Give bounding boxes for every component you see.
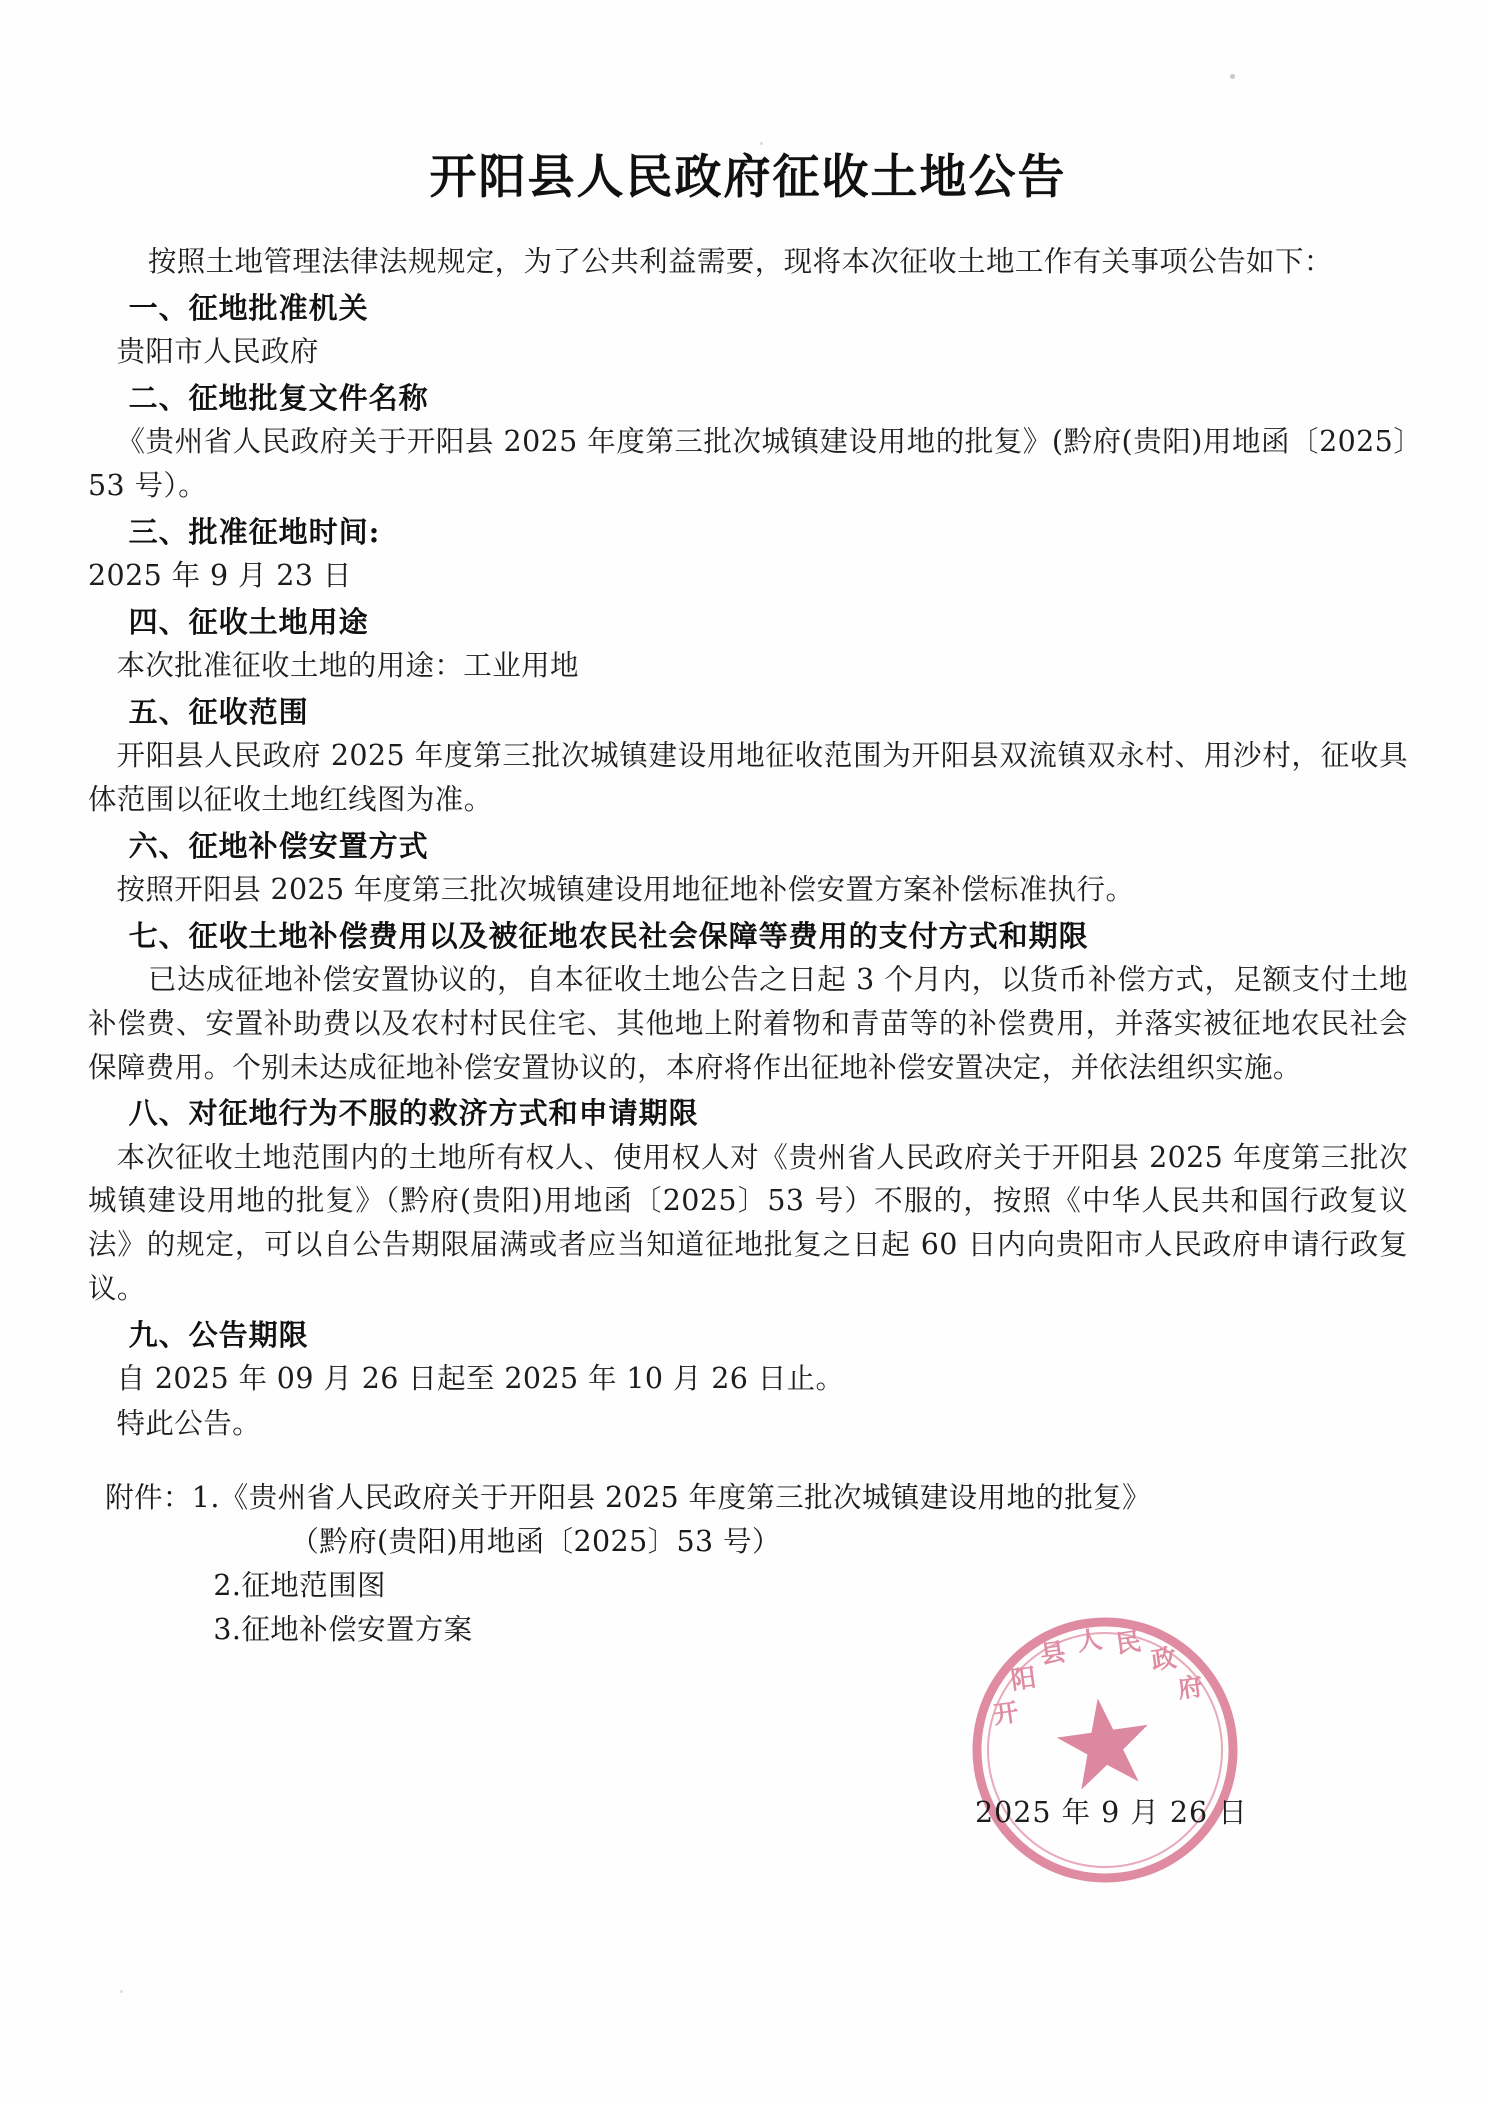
svg-text:开: 开: [991, 1697, 1021, 1730]
section-heading-5: 五、征收范围: [128, 694, 309, 729]
section-heading-1: 一、征地批准机关: [128, 291, 369, 326]
section-paragraph-4: 本次批准征收土地的用途：工业用地: [116, 649, 579, 683]
section-paragraph-9b: 特此公告。: [116, 1406, 262, 1440]
section-paragraph-8: 本次征收土地范围内的土地所有权人、使用权人对《贵州省人民政府关于开阳县 2025 年度第三批次城镇建设用地的批复》（黔府(贵阳)用地函〔2025〕53 号）不服的，按照《中华人民共和国行政复议法》的规定，可以自公告期限届满或者应当知道征地批复之日起 60 日内向贵阳市人民政府申请行政复议。: [88, 1140, 1408, 1306]
scan-speck: [120, 1990, 123, 1993]
attachment-item-3: 3.征地补偿安置方案: [213, 1613, 473, 1647]
document-body: [88, 150, 1408, 1653]
svg-text:民: 民: [1114, 1626, 1143, 1659]
section-paragraph-2: 《贵州省人民政府关于开阳县 2025 年度第三批次城镇建设用地的批复》(黔府(贵阳)用地函〔2025〕53 号）。: [88, 425, 1408, 503]
intro-paragraph: 按照土地管理法律法规规定，为了公共利益需要，现将本次征收土地工作有关事项公告如下：: [147, 245, 1333, 279]
svg-text:政: 政: [1149, 1642, 1179, 1676]
svg-text:阳: 阳: [1009, 1662, 1038, 1695]
section-heading-6: 六、征地补偿安置方式: [128, 828, 429, 863]
attachment-item-1-cont: （黔府(贵阳)用地函〔2025〕53 号）: [290, 1525, 781, 1559]
svg-text:府: 府: [1175, 1671, 1205, 1704]
section-paragraph-1: 贵阳市人民政府: [116, 335, 319, 369]
section-paragraph-6: 按照开阳县 2025 年度第三批次城镇建设用地征地补偿安置方案补偿标准执行。: [116, 872, 1135, 906]
section-heading-2: 二、征地批复文件名称: [128, 381, 429, 416]
section-heading-9: 九、公告期限: [128, 1318, 309, 1353]
scan-speck: [1230, 74, 1235, 79]
section-paragraph-7: 已达成征地补偿安置协议的，自本征收土地公告之日起 3 个月内，以货币补偿方式，足额支付土地补偿费、安置补助费以及农村村民住宅、其他地上附着物和青苗等的补偿费用，并落实被征地农民社会保障费用。个别未达成征地补偿安置协议的，本府将作出征地补偿安置决定，并依法组织实施。: [88, 962, 1408, 1084]
section-paragraph-9a: 自 2025 年 09 月 26 日起至 2025 年 10 月 26 日止。: [116, 1362, 845, 1396]
section-heading-8: 八、对征地行为不服的救济方式和申请期限: [128, 1096, 699, 1131]
section-heading-3: 三、批准征地时间:: [128, 515, 381, 550]
svg-text:县: 县: [1038, 1637, 1068, 1670]
svg-text:人: 人: [1075, 1624, 1105, 1657]
section-heading-7: 七、征收土地补偿费用以及被征地农民社会保障等费用的支付方式和期限: [128, 918, 1089, 953]
section-paragraph-3: 2025 年 9 月 23 日: [88, 559, 352, 593]
signature-date: 2025 年 9 月 26 日: [975, 1796, 1248, 1829]
attachment-item-2: 2.征地范围图: [213, 1569, 386, 1603]
attachment-text-1: 1.《贵州省人民政府关于开阳县 2025 年度第三批次城镇建设用地的批复》: [191, 1480, 1151, 1514]
attachments-label: 附件：: [105, 1480, 192, 1514]
attachment-item-1: [88, 1476, 1408, 1520]
page-title: 开阳县人民政府征收土地公告: [429, 150, 1067, 205]
attachments-block: [88, 1476, 1408, 1653]
scan-speck: [760, 142, 763, 145]
section-paragraph-5: 开阳县人民政府 2025 年度第三批次城镇建设用地征收范围为开阳县双流镇双永村、用沙村，征收具体范围以征收土地红线图为准。: [88, 739, 1408, 816]
section-heading-4: 四、征收土地用途: [128, 605, 369, 639]
